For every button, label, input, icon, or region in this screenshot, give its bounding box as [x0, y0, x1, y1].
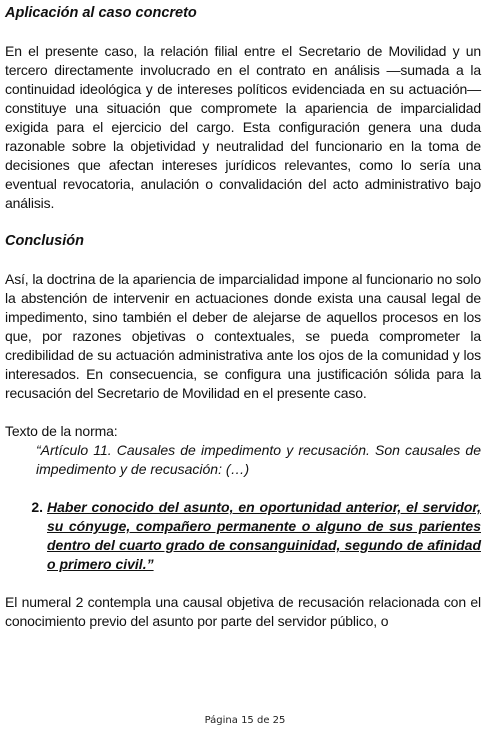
item-number: 2.	[31, 499, 43, 515]
item-text: Haber conocido del asunto, en oportunidad anterior, el servidor, su cónyuge, compañero permanente o alguno de sus parientes dentro del cuarto grado de consanguinidad, segundo de afinidad o primero civil.”	[47, 499, 481, 572]
norma-quote: “Artículo 11. Causales de impedimento y recusación. Son causales de impedimento y de recusación: (…)	[36, 442, 481, 477]
paragraph-closing: El numeral 2 contempla una causal objetiva de recusación relacionada con el conocimiento previo del asunto por parte del servidor público, o	[5, 594, 481, 629]
norma-intro: Texto de la norma:	[5, 423, 118, 439]
norma-numbered-item	[5, 498, 481, 574]
section-heading-aplicacion: Aplicación al caso concreto	[5, 5, 197, 21]
paragraph-conclusion: Así, la doctrina de la apariencia de imparcialidad impone al funcionario no solo la abstención de intervenir en actuaciones donde exista una causal legal de impedimento, sino también el deber de alejarse de aquellos procesos en los que, por razones objetivas o contextuales, se pueda comprometer la credibilidad de su actuación administrativa ante los ojos de la comunidad y los interesados. En consecuencia, se configura una justificación sólida para la recusación del Secretario de Movilidad en el presente caso.	[5, 271, 481, 401]
page-number-footer: Página 15 de 25	[204, 715, 286, 726]
document-body	[5, 4, 481, 631]
paragraph-aplicacion: En el presente caso, la relación filial entre el Secretario de Movilidad y un tercero directamente involucrado en el contrato en análisis —sumada a la continuidad ideológica y de intereses políticos evidenciada en su actuación— constituye una situación que compromete la apariencia de imparcialidad exigida para el ejercicio del cargo. Esta configuración genera una duda razonable sobre la objetividad y neutralidad del funcionario en la toma de decisiones que afectan intereses jurídicos relevantes, como lo sería una eventual revocatoria, anulación o convalidación del acto administrativo bajo análisis.	[5, 43, 481, 211]
section-heading-conclusion: Conclusión	[5, 233, 84, 249]
